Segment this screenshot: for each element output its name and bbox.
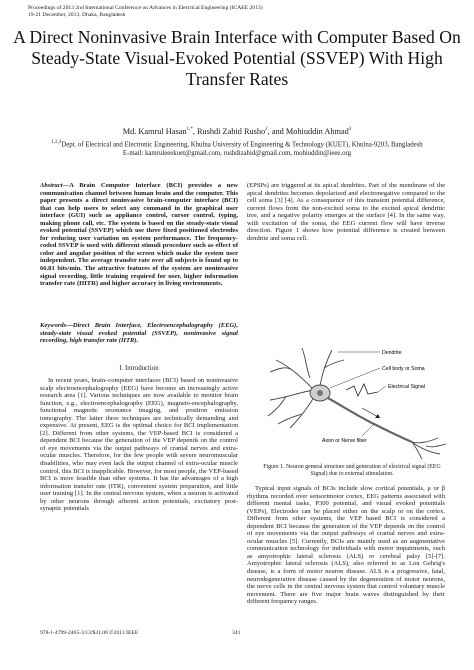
label-electrical-signal: Electrical Signal bbox=[388, 384, 425, 390]
page-number: 341 bbox=[232, 630, 241, 636]
proceedings-line-1: Proceedings of 2013 2nd International Conference on Advances in Electrical Engineering (ICAEE 2013) bbox=[28, 5, 263, 11]
affiliation-block bbox=[30, 139, 444, 158]
emails: E-mail: kamruleeekuet@gmail.com, rushdizahid@gmail.com, mohiuddin@ieee.org bbox=[122, 149, 352, 157]
author-3: Mohiuddin Ahmad bbox=[285, 127, 349, 136]
label-dendrite: Dendrite bbox=[382, 350, 402, 356]
cell-nucleus bbox=[317, 390, 323, 396]
keywords-label: Keywords bbox=[40, 322, 67, 329]
neuron-figure bbox=[262, 338, 452, 460]
author-3-sup: 3 bbox=[348, 127, 352, 133]
axon bbox=[328, 398, 412, 442]
soma-pointer bbox=[330, 368, 380, 388]
dendrite-branch-5 bbox=[290, 394, 316, 428]
electrical-signal-wave bbox=[346, 384, 378, 396]
author-2-sup: 2 bbox=[265, 127, 268, 133]
paper-title: A Direct Noninvasive Brain Interface with Computer Based On Steady-State Visual-Evoked Potential (SSVEP) With High Transfer Rates bbox=[13, 27, 461, 89]
right-column-bottom-text bbox=[247, 485, 445, 606]
footer-isbn: 978-1-4799-2465-3/13/$31.00 ©2013 IEEE bbox=[40, 630, 139, 636]
affiliation-sup: 1,2,3 bbox=[51, 140, 62, 145]
proceedings-header bbox=[28, 5, 263, 18]
proceedings-line-2: 19-21 December, 2013, Dhaka, Bangladesh bbox=[28, 11, 126, 18]
introduction-body bbox=[40, 377, 238, 513]
axon-terminal-4 bbox=[426, 444, 446, 447]
axon-terminal-3 bbox=[412, 442, 422, 459]
right-paragraph-top: (EPSPs) are triggered at its apical dendrites. Part of the membrane of the apical dendrites becomes depolarized and electronegative compared to the cell soma [3] [4]. As a consequence of this transient potential difference, current flows from the non-excited soma to the excited apical dendritic tree, and a negative polarity emerges at the surface [4]. In the same way, with excitation of the soma, the EEG current flow will have inverse direction. Figure 1 shows how potential difference is created between dendrite and soma cell. bbox=[247, 182, 445, 242]
author-1-sup: 1,* bbox=[186, 127, 193, 133]
dendrite-branch-1 bbox=[276, 360, 314, 390]
label-cell-body: Cell body or Soma bbox=[382, 366, 425, 372]
author-1: Md. Kamrul Hasan bbox=[122, 127, 187, 136]
right-column-top-text bbox=[247, 182, 445, 242]
figure-caption: Figure 1. Neuron general structure and generation of electrical signal (EEG Signal) due to external stimulation. bbox=[263, 464, 441, 477]
introduction-paragraph: In recent years, brain–computer interfaces (BCI) based on noninvasive scalp electroencephalography (EEG) have become an increasingly active research area [1]. Various techniques are now available to monitor brain function, e.g., electroencephalography (EEG), magneto-encephalography, functional magnetic resonance imaging, and positron emission tomography. The latter three techniques are technically demanding and expensive. At present, EEG is the optimal choice for BCI implementation [2]. Different from other systems, the VEP-based BCI is considered a dependent BCI because the generation of the VEP depends on the control of eye movements via the output pathways of cranial nerves and extra-ocular muscles. Therefore, for the few people with severe neuromuscular disabilities, who may even lack the output channel of extra-ocular muscle control, this BCI is inapplicable. However, for most people, the VEP-based BCI is more feasible than other systems. It has the advantages of a high information transfer rate (ITR), convenient system preparation, and little user training [1]. In the central nervous system, when a neuron is activated by other neurons through afferent action potentials, excitatory post-synaptic potentials bbox=[40, 377, 238, 513]
dendrite-branch-3 bbox=[270, 390, 314, 400]
signal-pointer bbox=[378, 386, 386, 392]
abstract bbox=[40, 182, 238, 288]
keywords bbox=[40, 322, 238, 345]
axon-pointer bbox=[362, 424, 374, 436]
author-2: Rushdi Zahid Rusho bbox=[196, 127, 266, 136]
abstract-text: —A Brain Computer Interface (BCI) provides a new communication channel between human brain and the computer. This paper presents a direct noninvasive brain-computer interface (BCI) that can help users to select any command in the graphical user interface (GUI) such as appliance control, cursor control, typing, making phone call, etc. The system is based on the steady-state visual evoked potential (SSVEP) which use three fixed positioned electrodes for reducing user variation on system performance. The frequency-coded SSVEP is used with different stimuli procedure such as effect of color and angular position of the screen which make the system user independent. The average transfer rate over all subjects is found up to 66.81 bits/min. The attractive features of the system are noninvasive signal recording, little training required for user, higher information transfer rate (HITR) and higher accuracy in living environments. bbox=[40, 182, 238, 288]
keywords-text: —Direct Brain Interface, Electroencephalography (EEG), steady-state visual evoked potential (SSVEP), noninvasive signal recording, high transfer rate (HTR). bbox=[40, 322, 238, 345]
axon-terminal-1 bbox=[412, 438, 438, 443]
right-paragraph-bottom: Typical input signals of BCIs include slow cortical potentials, μ or β rhythms recorded over sensorimotor cortex, EEG patterns associated with different mental tasks, P300 potential, and visual evoked potentials (VEPs), Electrodes can be placed either on the scalp or on the cortex. Different from other systems, the VEP based BCI is considered a dependent BCI because the generation of the VEP depends on the control of eye movements via the output pathways of cranial nerves and extra-ocular muscles [5]. Currently, BCIs are mainly used as an augmentative communication technology for individuals with motor impairments, such as amyotrophic lateral sclerosis (ALS) or cerebral palsy [5]-[7]. Amyotrophic lateral sclerosis (ALS), also referred to as Lou Gehrig's disease, is a form of motor neuron disease. ALS is a progressive, fatal, neurodegenerative disease caused by the degeneration of motor neurons, the nerve cells in the central nervous system that control voluntary muscle movement. There are five major brain waves distinguished by their different frequency ranges. bbox=[247, 485, 445, 606]
affiliation: Dept. of Electrical and Electronic Engineering, Khulna University of Engineering & Technology (KUET), Khulna-9203, Bangladesh bbox=[61, 141, 423, 149]
dendrite-branch-9 bbox=[302, 348, 310, 378]
author-list: Md. Kamrul Hasan$^{1,*}$, Rushdi Zahid Rusho$^2$, and Mohiuddin Ahmad$^3$ bbox=[122, 127, 352, 136]
dendrite-branch-7 bbox=[320, 350, 332, 386]
abstract-label: Abstract bbox=[40, 182, 63, 189]
label-axon: Axon or Nerve fiber bbox=[322, 438, 367, 444]
section-heading-introduction: I. Introduction bbox=[119, 365, 159, 372]
dendrite-branch-2 bbox=[270, 368, 292, 372]
